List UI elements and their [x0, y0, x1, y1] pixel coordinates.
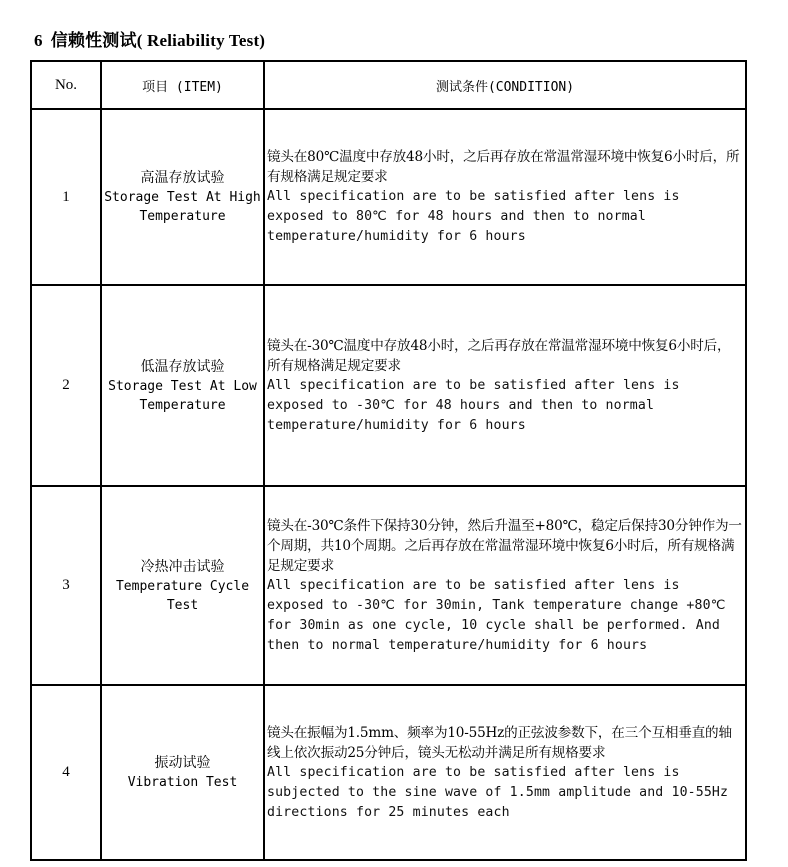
item-name-en: Vibration Test	[127, 775, 238, 790]
condition-en: All specification are to be satisfied after lens is subjected to the sine wave of 1.5mm amplitude and 10-55Hz directions for 25 minutes each	[267, 764, 737, 820]
item-name-cn: 振动试验	[154, 755, 211, 771]
item-name-cn: 低温存放试验	[140, 358, 225, 375]
row-condition	[264, 285, 746, 486]
table-row	[31, 685, 746, 860]
table-row	[31, 285, 746, 486]
header-item: 项目 (ITEM)	[101, 61, 264, 109]
condition-cn: 镜头在振幅为1.5mm、频率为10-55Hz的正弦波参数下，在三个互相垂直的轴线上依次振动25分钟后，镜头无松动并满足所有规格要求	[267, 724, 732, 761]
row-number: 1	[31, 109, 101, 285]
table-row	[31, 109, 746, 285]
row-condition	[264, 685, 746, 860]
row-item	[101, 285, 264, 486]
reliability-test-table	[30, 60, 747, 861]
section-heading	[34, 26, 265, 51]
row-number: 4	[31, 685, 101, 860]
condition-en: All specification are to be satisfied after lens is exposed to 80℃ for 48 hours and then to normal temperature/humidity for 6 hours	[267, 189, 688, 244]
item-name-cn: 冷热冲击试验	[140, 558, 225, 575]
section-number: 6	[34, 31, 43, 50]
row-number: 2	[31, 285, 101, 486]
row-item	[101, 486, 264, 685]
condition-cn: 镜头在-30℃条件下保持30分钟，然后升温至+80℃，稳定后保持30分钟作为一个周期，共10个周期。之后再存放在常温常湿环境中恢复6小时后，所有规格满足规定要求	[267, 517, 742, 574]
header-condition: 测试条件(CONDITION)	[264, 61, 746, 109]
section-title: 信赖性测试( Reliability Test)	[50, 31, 266, 50]
row-number: 3	[31, 486, 101, 685]
header-no: No.	[31, 61, 101, 109]
item-name-en: Storage Test At High Temperature	[104, 190, 261, 224]
item-name-cn: 高温存放试验	[140, 170, 225, 186]
condition-cn: 镜头在80℃温度中存放48小时，之后再存放在常温常湿环境中恢复6小时后，所有规格满足规定要求	[267, 149, 740, 185]
row-condition	[264, 486, 746, 685]
condition-en: All specification are to be satisfied after lens is exposed to -30℃ for 48 hours and then to normal temperature/humidity for 6 hours	[267, 377, 688, 433]
condition-cn: 镜头在-30℃温度中存放48小时，之后再存放在常温常湿环境中恢复6小时后，所有规格满足规定要求	[267, 337, 731, 374]
condition-en: All specification are to be satisfied after lens is exposed to -30℃ for 30min, Tank temperature change +80℃ for 30min as one cycle, 10 cycle shall be performed. And then to normal temperature/humidity for 6 hours	[267, 577, 734, 653]
table-header-row	[31, 61, 746, 109]
row-item	[101, 109, 264, 285]
item-name-en: Temperature Cycle Test	[115, 578, 250, 613]
item-name-en: Storage Test At Low Temperature	[108, 378, 257, 413]
row-item	[101, 685, 264, 860]
table-row	[31, 486, 746, 685]
row-condition	[264, 109, 746, 285]
